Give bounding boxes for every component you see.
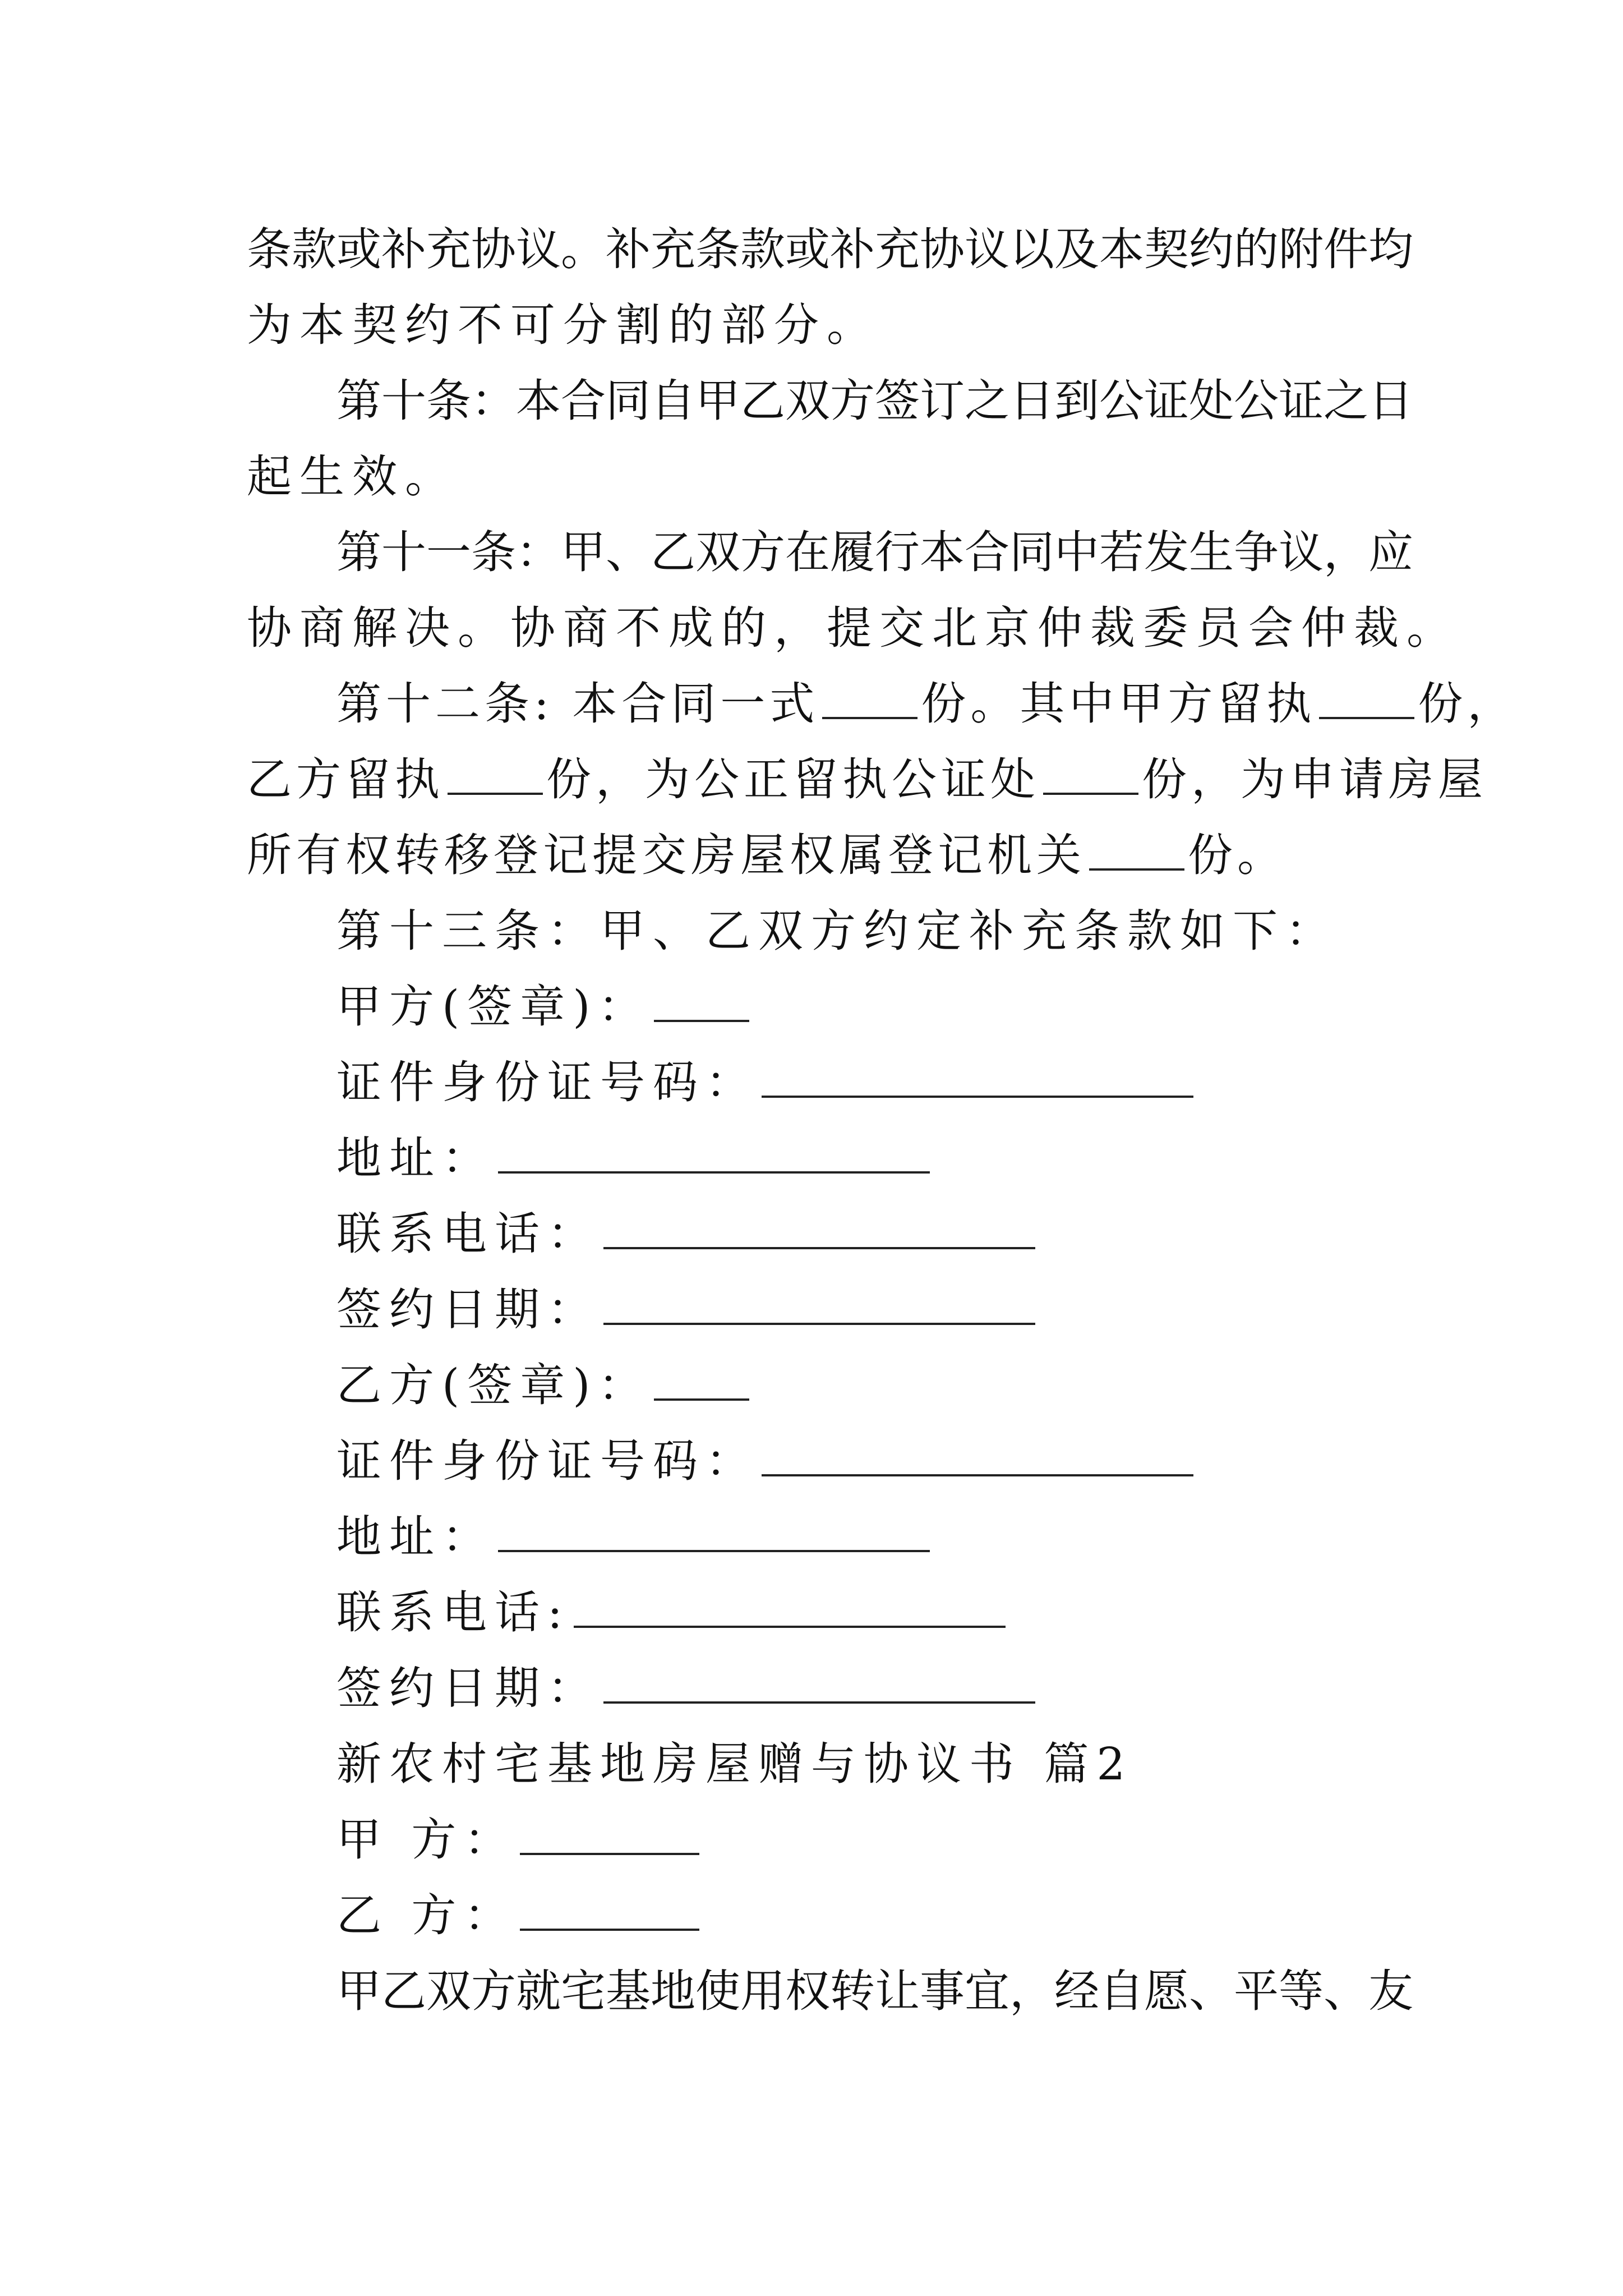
copies-blank: [448, 753, 543, 795]
phone-blank: [574, 1586, 1006, 1628]
party-a-id-field: [336, 1052, 1391, 1114]
signature-blank: [654, 1359, 749, 1401]
article-12-text: 所有权转移登记提交房屋权属登记机关: [247, 829, 1086, 881]
id-blank: [762, 1056, 1193, 1098]
field-label: 联系电话:: [336, 1586, 570, 1639]
article-12-text: 份，为申请房屋: [1142, 753, 1487, 806]
party-b-address-field: [336, 1506, 1391, 1568]
section-2-intro-line: 甲乙双方就宅基地使用权转让事宜，经自愿、平等、友: [336, 1965, 1413, 2017]
article-10-line: 第十条：本合同自甲乙双方签订之日到公证处公证之日: [336, 375, 1413, 427]
copies-blank: [822, 678, 917, 719]
section-2-title: 新农村宅基地房屋赠与协议书 篇2: [336, 1738, 1133, 1790]
copies-blank: [1089, 829, 1184, 871]
name-blank: [520, 1889, 699, 1931]
field-label: 证件身份证号码：: [336, 1056, 758, 1108]
field-label: 签约日期：: [336, 1662, 600, 1714]
article-12-text: 份。: [1188, 829, 1287, 881]
date-blank: [603, 1283, 1035, 1325]
article-11-line: 协商解决。协商不成的，提交北京仲裁委员会仲裁。: [247, 602, 1459, 654]
name-blank: [520, 1814, 699, 1855]
article-12-text: 份，为公正留执公证处: [546, 753, 1040, 806]
copies-blank: [1043, 753, 1138, 795]
field-label: 证件身份证号码：: [336, 1435, 758, 1487]
paragraph-line: 为本契约不可分割的部分。: [247, 299, 879, 351]
article-12-line: [336, 673, 1517, 735]
date-blank: [603, 1662, 1035, 1704]
field-label: 乙 方：: [336, 1889, 517, 1941]
party-b-date-field: [336, 1658, 1391, 1719]
paragraph-line: 条款或补充协议。补充条款或补充协议以及本契约的附件均: [247, 223, 1413, 275]
party-b-seal-field: [336, 1355, 1391, 1416]
field-label: 甲 方：: [336, 1814, 517, 1866]
party-a-phone-field: [336, 1203, 1391, 1265]
address-blank: [498, 1511, 930, 1552]
phone-blank: [603, 1208, 1035, 1249]
field-label: 甲方(签章)：: [336, 981, 651, 1033]
party-a-seal-field: [336, 976, 1391, 1038]
article-12-text: 份。其中甲方留执: [921, 678, 1316, 730]
party-b-id-field: [336, 1430, 1391, 1492]
section-2-party-b-field: [336, 1885, 1391, 1947]
article-12-line: [247, 825, 1391, 886]
party-a-date-field: [336, 1279, 1391, 1341]
signature-blank: [654, 981, 749, 1022]
id-blank: [762, 1435, 1193, 1476]
field-label: 联系电话：: [336, 1208, 600, 1260]
article-12-text: 份，: [1418, 678, 1517, 730]
article-10-line: 起生效。: [247, 450, 458, 503]
article-12-text: 第十二条: 本合同一式: [336, 678, 819, 730]
party-a-address-field: [336, 1128, 1391, 1189]
party-b-phone-field: [336, 1582, 1391, 1644]
article-12-line: [247, 749, 1487, 811]
field-label: 地址：: [336, 1511, 495, 1563]
field-label: 地址：: [336, 1132, 495, 1184]
copies-blank: [1319, 678, 1414, 719]
section-2-party-a-field: [336, 1809, 1391, 1871]
article-12-text: 乙方留执: [247, 753, 444, 806]
article-11-line: 第十一条：甲、乙双方在履行本合同中若发生争议，应: [336, 526, 1413, 578]
address-blank: [498, 1132, 930, 1174]
article-13-line: 第十三条：甲、乙双方约定补充条款如下：: [336, 905, 1338, 957]
field-label: 乙方(签章)：: [336, 1359, 651, 1411]
field-label: 签约日期：: [336, 1283, 600, 1336]
